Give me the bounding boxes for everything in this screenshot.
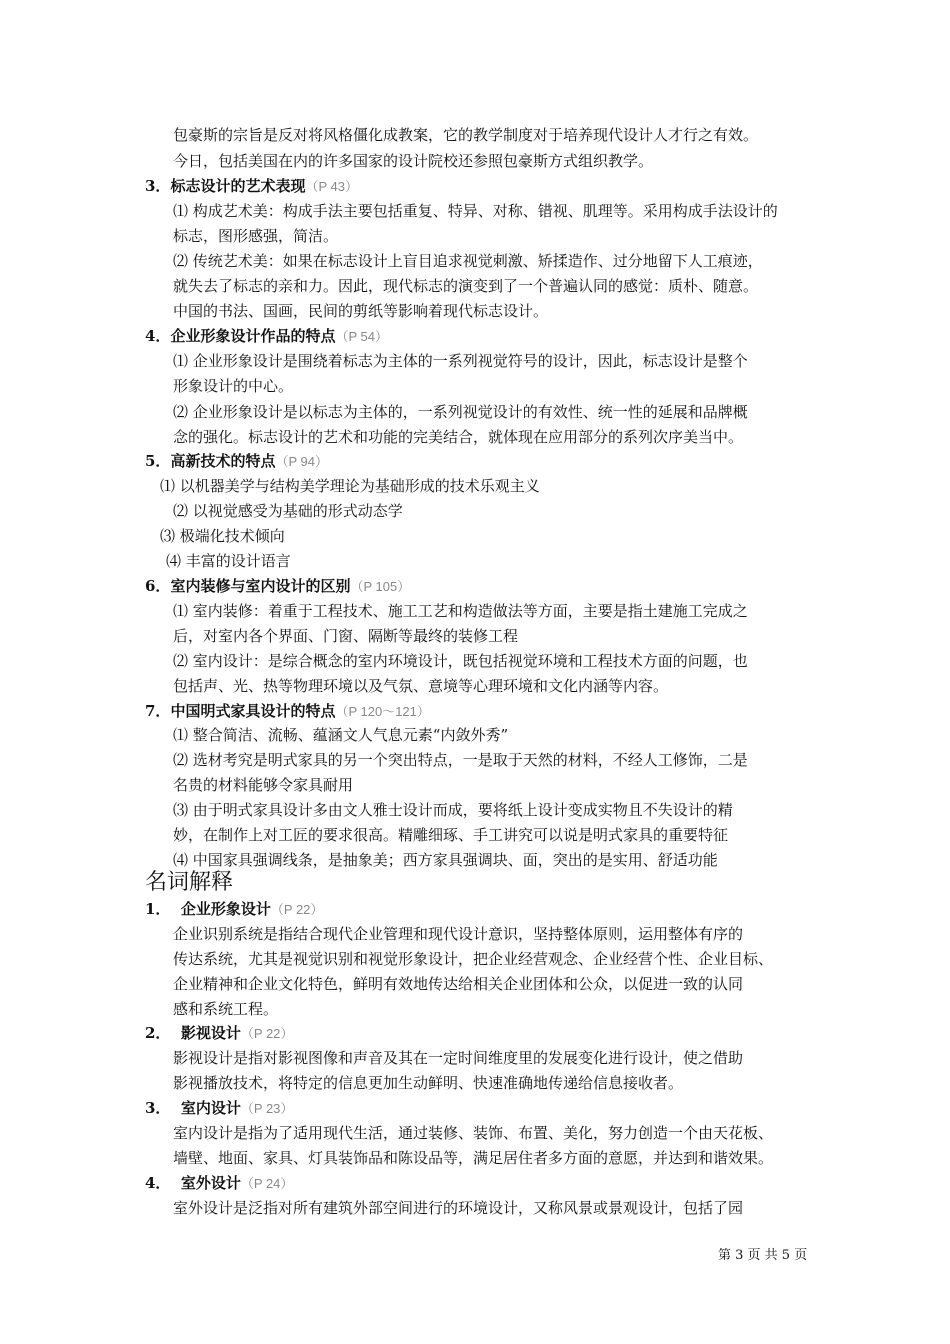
body-line: 就失去了标志的亲和力。因此，现代标志的演变到了一个普遍认同的感觉：质朴、随意。 [173,277,759,295]
body-line: 企业精神和企业文化特色，鲜明有效地传达给相关企业团体和公众，以促进一致的认同 [173,975,744,993]
body-line: 形象设计的中心。 [173,377,294,395]
heading-number: 2． [145,1024,171,1042]
numbered-heading [145,1096,293,1121]
heading-title: 企业形象设计作品的特点 [170,327,336,345]
body-line: ⑵ 选材考究是明式家具的另一个突出特点，一是取于天然的材料，不经人工修饰，二是 [173,751,748,769]
numbered-heading [145,699,430,724]
numbered-heading [145,449,328,474]
heading-title: 中国明式家具设计的特点 [170,702,336,720]
body-line: 中国的书法、国画，民间的剪纸等影响着现代标志设计。 [173,302,549,320]
heading-title: 高新技术的特点 [170,452,276,470]
body-line: 影视设计是指对影视图像和声音及其在一定时间维度里的发展变化进行设计，使之借助 [173,1049,744,1067]
page-reference: （P 22） [270,902,324,917]
heading-number: 1． [145,900,171,918]
numbered-heading [145,174,358,199]
body-line: ⑴ 整合简洁、流畅、蕴涵文人气息元素“内敛外秀” [173,726,509,744]
body-line: ⑷ 丰富的设计语言 [166,552,291,570]
page-reference: （P 54） [335,329,388,344]
heading-title: 企业形象设计 [180,900,271,918]
body-line: ⑵ 以视觉感受为基础的形式动态学 [173,502,403,520]
heading-number: 4． [145,327,171,345]
heading-title: 影视设计 [180,1024,241,1042]
body-line: 包括声、光、热等物理环境以及气氛、意境等心理环境和文化内涵等内容。 [173,677,669,695]
heading-title: 室内设计 [180,1099,241,1117]
section-title: 名词解释 [145,870,234,895]
body-line: ⑴ 构成艺术美：构成手法主要包括重复、特异、对称、错视、肌理等。采用构成手法设计的 [173,202,778,220]
body-line: 标志，图形感强，简洁。 [173,227,339,245]
numbered-heading [145,1021,293,1046]
page-reference: （P 120～121） [335,704,430,719]
heading-title: 标志设计的艺术表现 [170,177,306,195]
heading-number: 7． [145,702,171,720]
body-line: 妙，在制作上对工匠的要求很高。精雕细琢、手工讲究可以说是明式家具的重要特征 [173,826,729,844]
body-line: 传达系统，尤其是视觉识别和视觉形象设计，把企业经营观念、企业经营个性、企业目标、 [173,950,774,968]
body-line: 包豪斯的宗旨是反对将风格僵化成教案，它的教学制度对于培养现代设计人才行之有效。 [173,126,759,144]
heading-number: 3． [145,1099,171,1117]
body-line: 名贵的材料能够令家具耐用 [173,776,354,794]
heading-title: 室外设计 [180,1174,241,1192]
body-line: ⑵ 室内设计：是综合概念的室内环境设计，既包括视觉环境和工程技术方面的问题，也 [173,652,748,670]
body-line: ⑷ 中国家具强调线条，是抽象美；西方家具强调块、面，突出的是实用、舒适功能 [173,851,718,869]
heading-title: 室内装修与室内设计的区别 [170,577,351,595]
body-line: 室内设计是指为了适用现代生活，通过装修、装饰、布置、美化，努力创造一个由天花板、 [173,1124,774,1142]
page-reference: （P 22） [240,1026,294,1041]
body-line: 墙壁、地面、家具、灯具装饰品和陈设品等，满足居住者多方面的意愿，并达到和谐效果。 [173,1149,774,1167]
page-footer: 第 3 页 共 5 页 [718,1248,808,1263]
heading-number: 5． [145,452,171,470]
heading-number: 4． [145,1174,171,1192]
body-line: ⑴ 室内装修：着重于工程技术、施工工艺和构造做法等方面，主要是指土建施工完成之 [173,602,748,620]
numbered-heading [145,897,323,922]
page-reference: （P 43） [305,179,358,194]
body-line: 念的强化。标志设计的艺术和功能的完美结合，就体现在应用部分的系列次序美当中。 [173,428,744,446]
page-reference: （P 23） [240,1101,294,1116]
body-line: ⑵ 传统艺术美：如果在标志设计上盲目追求视觉刺激、矫揉造作、过分地留下人工痕迹， [173,252,763,270]
body-line: ⑵ 企业形象设计是以标志为主体的，一系列视觉设计的有效性、统一性的延展和品牌概 [173,403,748,421]
numbered-heading [145,1171,293,1196]
body-line: 后，对室内各个界面、门窗、隔断等最终的装修工程 [173,627,519,645]
heading-number: 6． [145,577,171,595]
body-line: 今日，包括美国在内的许多国家的设计院校还参照包豪斯方式组织教学。 [173,152,654,170]
body-line: ⑶ 极端化技术倾向 [160,527,285,545]
page-reference: （P 105） [350,579,411,594]
heading-number: 3． [145,177,171,195]
body-line: ⑶ 由于明式家具设计多由文人雅士设计而成，要将纸上设计变成实物且不失设计的精 [173,801,733,819]
body-line: 企业识别系统是指结合现代企业管理和现代设计意识，坚持整体原则，运用整体有序的 [173,925,744,943]
numbered-heading [145,574,410,599]
page-reference: （P 94） [275,454,328,469]
body-line: 感和系统工程。 [173,1000,279,1018]
body-line: ⑴ 以机器美学与结构美学理论为基础形成的技术乐观主义 [160,477,540,495]
numbered-heading [145,324,388,349]
body-line: 室外设计是泛指对所有建筑外部空间进行的环境设计，又称风景或景观设计，包括了园 [173,1199,744,1217]
page-reference: （P 24） [240,1176,294,1191]
body-line: ⑴ 企业形象设计是围绕着标志为主体的一系列视觉符号的设计，因此，标志设计是整个 [173,352,748,370]
body-line: 影视播放技术，将特定的信息更加生动鲜明、快速准确地传递给信息接收者。 [173,1074,684,1092]
